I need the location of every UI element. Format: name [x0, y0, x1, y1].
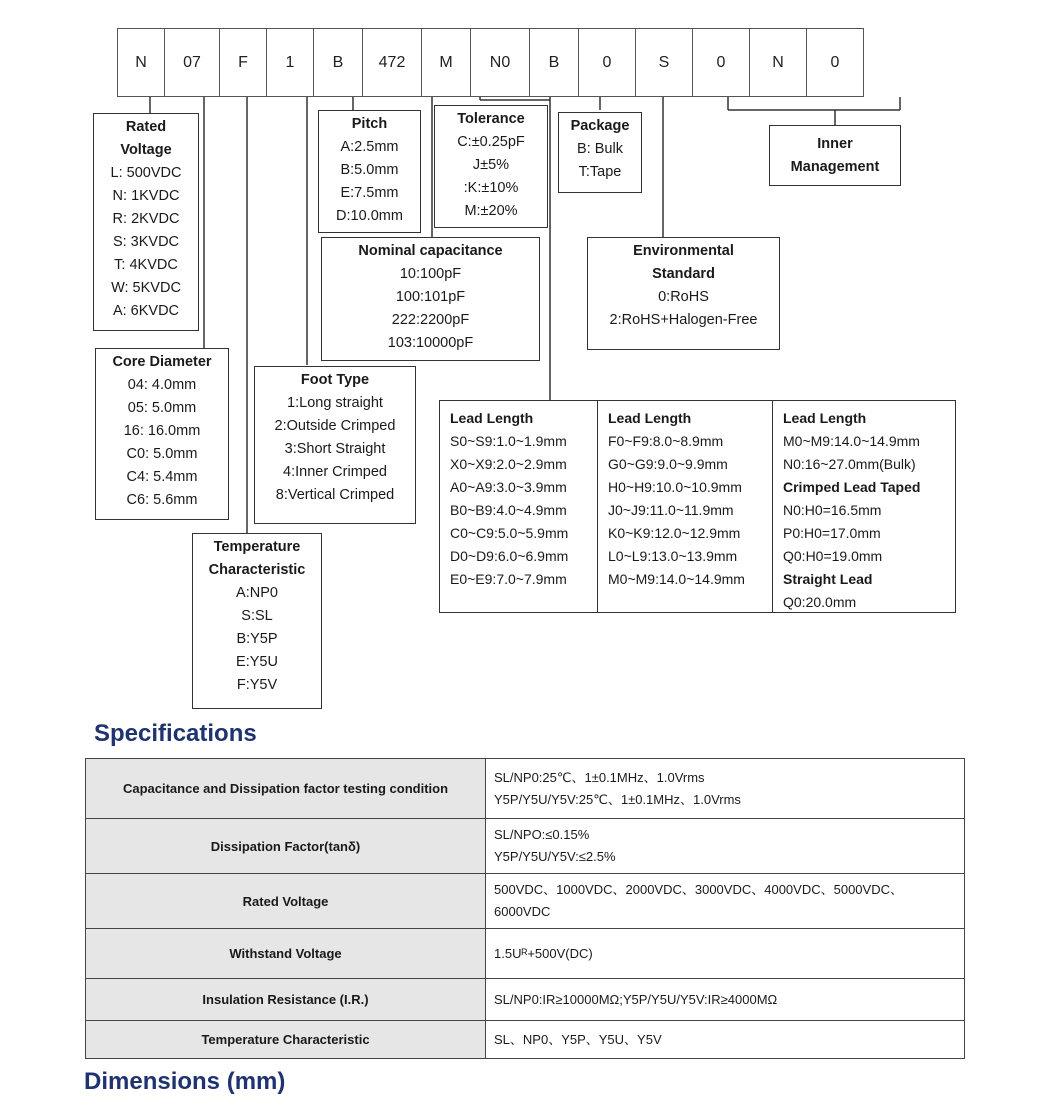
lead-length-item: H0~H9:10.0~10.9mm: [608, 479, 742, 495]
lead-length-col-2: [598, 401, 773, 612]
tolerance-title: Tolerance: [457, 111, 525, 127]
lead-length-table: [439, 400, 956, 613]
spec-label: Dissipation Factor(tanδ): [86, 819, 486, 874]
spec-value: [486, 759, 965, 819]
code-cell: M: [421, 28, 471, 97]
inner-management-title-line1: Inner: [817, 136, 853, 152]
spec-row: [86, 874, 965, 929]
spec-value-line: Y5P/Y5U/Y5V:≤2.5%: [494, 849, 616, 864]
crimped-lead-item: Q0:H0=19.0mm: [783, 548, 883, 564]
crimped-lead-item: P0:H0=17.0mm: [783, 525, 881, 541]
nominal-capacitance-item: 103:10000pF: [387, 335, 474, 351]
spec-row: [86, 759, 965, 819]
foot-type-item: 8:Vertical Crimped: [275, 487, 395, 503]
rated-voltage-item: T: 4KVDC: [114, 257, 178, 273]
package-item: T:Tape: [578, 164, 622, 180]
specifications-heading: Specifications: [94, 720, 257, 747]
lead-length-col-3: [773, 401, 955, 612]
pitch-item: E:7.5mm: [340, 185, 399, 201]
foot-type-item: 4:Inner Crimped: [283, 464, 387, 480]
foot-type-item: 2:Outside Crimped: [274, 418, 396, 434]
spec-label: Temperature Characteristic: [86, 1021, 486, 1059]
temperature-title-line2: Characteristic: [208, 562, 306, 578]
lead-length-item: B0~B9:4.0~4.9mm: [450, 502, 567, 518]
core-diameter-item: C0: 5.0mm: [126, 446, 198, 462]
rated-voltage-item: A: 6KVDC: [112, 303, 180, 319]
crimped-lead-taped-title: Crimped Lead Taped: [783, 479, 921, 495]
rated-voltage-item: W: 5KVDC: [111, 280, 181, 296]
specifications-table: [85, 758, 965, 1058]
environmental-title-line1: Environmental: [633, 243, 734, 259]
code-cell: 0: [806, 28, 864, 97]
straight-lead-item: Q0:20.0mm: [783, 594, 857, 610]
code-cell: N: [749, 28, 807, 97]
lead-length-item: N0:16~27.0mm(Bulk): [783, 456, 916, 472]
lead-length-item: F0~F9:8.0~8.9mm: [608, 433, 724, 449]
spec-value-line: 1.5Uᴿ+500V(DC): [494, 945, 593, 961]
rated-voltage-item: N: 1KVDC: [112, 188, 180, 204]
lead-length-col-2-title: Lead Length: [608, 410, 692, 426]
foot-type-title: Foot Type: [300, 372, 370, 388]
lead-length-col-1: [440, 401, 598, 612]
foot-type-box: [254, 366, 416, 524]
code-cell: N: [117, 28, 165, 97]
temperature-title-line1: Temperature: [213, 539, 301, 555]
rated-voltage-item: S: 3KVDC: [112, 234, 180, 250]
spec-value-line: 500VDC、1000VDC、2000VDC、3000VDC、4000VDC、5000VDC、: [494, 882, 903, 897]
temperature-item: A:NP0: [236, 585, 278, 601]
inner-management-title-line2: Management: [790, 159, 880, 175]
temperature-item: B:Y5P: [236, 631, 278, 647]
spec-label: Insulation Resistance (I.R.): [86, 979, 486, 1021]
pitch-item: B:5.0mm: [340, 162, 399, 178]
environmental-title-line2: Standard: [652, 266, 715, 282]
pitch-title: Pitch: [351, 116, 388, 132]
pitch-box: [318, 110, 421, 233]
code-cell: 1: [266, 28, 314, 97]
lead-length-item: L0~L9:13.0~13.9mm: [608, 548, 738, 564]
pitch-item: A:2.5mm: [340, 139, 399, 155]
package-item: B: Bulk: [577, 141, 623, 157]
lead-length-item: D0~D9:6.0~6.9mm: [450, 548, 569, 564]
spec-value-line: Y5P/Y5U/Y5V:25℃、1±0.1MHz、1.0Vrms: [494, 791, 741, 807]
tolerance-item: :K:±10%: [463, 180, 519, 196]
rated-voltage-title-line2: Voltage: [120, 142, 172, 158]
spec-label: Rated Voltage: [86, 874, 486, 929]
temperature-item: E:Y5U: [236, 654, 278, 670]
spec-value: [486, 874, 965, 929]
straight-lead-title: Straight Lead: [783, 571, 873, 587]
package-title: Package: [570, 118, 630, 134]
nominal-capacitance-item: 100:101pF: [395, 289, 466, 305]
code-cell: 472: [362, 28, 422, 97]
tolerance-item: M:±20%: [464, 203, 518, 219]
core-diameter-item: 05: 5.0mm: [127, 400, 197, 416]
code-cell: S: [635, 28, 693, 97]
core-diameter-item: C4: 5.4mm: [126, 469, 198, 485]
spec-row: [86, 979, 965, 1021]
environmental-item: 0:RoHS: [658, 289, 709, 305]
foot-type-item: 3:Short Straight: [284, 441, 386, 457]
foot-type-item: 1:Long straight: [287, 395, 383, 411]
code-cell: B: [529, 28, 579, 97]
code-cell: B: [313, 28, 363, 97]
code-cell: 0: [578, 28, 636, 97]
tolerance-item: J±5%: [472, 157, 510, 173]
code-cell: F: [219, 28, 267, 97]
core-diameter-box: [95, 348, 229, 520]
dimensions-heading: Dimensions (mm): [84, 1068, 286, 1095]
spec-value-line: SL/NPO:≤0.15%: [494, 827, 590, 842]
core-diameter-title: Core Diameter: [112, 354, 212, 370]
spec-value-line: SL/NP0:25℃、1±0.1MHz、1.0Vrms: [494, 769, 705, 785]
lead-length-item: A0~A9:3.0~3.9mm: [450, 479, 567, 495]
crimped-lead-item: N0:H0=16.5mm: [783, 502, 882, 518]
code-cell: N0: [470, 28, 530, 97]
spec-value-line: SL/NP0:IR≥10000MΩ;Y5P/Y5U/Y5V:IR≥4000MΩ: [494, 991, 778, 1007]
nominal-capacitance-title: Nominal capacitance: [358, 243, 503, 259]
spec-row: [86, 819, 965, 874]
environmental-item: 2:RoHS+Halogen-Free: [609, 312, 758, 328]
spec-label: Capacitance and Dissipation factor testing condition: [86, 759, 486, 819]
spec-value-line: SL、NP0、Y5P、Y5U、Y5V: [494, 1031, 662, 1047]
lead-length-item: M0~M9:14.0~14.9mm: [608, 571, 745, 587]
rated-voltage-box: [93, 113, 199, 331]
rated-voltage-title-line1: Rated: [125, 119, 167, 135]
nominal-capacitance-item: 10:100pF: [399, 266, 462, 282]
lead-length-item: K0~K9:12.0~12.9mm: [608, 525, 741, 541]
spec-value-line: 6000VDC: [494, 904, 551, 919]
core-diameter-item: 04: 4.0mm: [127, 377, 197, 393]
lead-length-col-1-title: Lead Length: [450, 410, 534, 426]
code-cell: 07: [164, 28, 220, 97]
rated-voltage-item: L: 500VDC: [110, 165, 182, 181]
tolerance-box: [434, 105, 548, 228]
spec-label: Withstand Voltage: [86, 929, 486, 979]
nominal-capacitance-item: 222:2200pF: [391, 312, 470, 328]
spec-value: [486, 979, 965, 1021]
lead-length-item: M0~M9:14.0~14.9mm: [783, 433, 920, 449]
temperature-item: S:SL: [241, 608, 273, 624]
lead-length-item: J0~J9:11.0~11.9mm: [608, 502, 734, 518]
tolerance-item: C:±0.25pF: [457, 134, 525, 150]
code-cell: 0: [692, 28, 750, 97]
lead-length-item: C0~C9:5.0~5.9mm: [450, 525, 569, 541]
environmental-standard-box: [587, 237, 780, 350]
spec-value: [486, 1021, 965, 1059]
rated-voltage-item: R: 2KVDC: [112, 211, 180, 227]
spec-row: [86, 1021, 965, 1059]
lead-length-item: S0~S9:1.0~1.9mm: [450, 433, 567, 449]
core-diameter-item: C6: 5.6mm: [126, 492, 198, 508]
core-diameter-item: 16: 16.0mm: [123, 423, 201, 439]
pitch-item: D:10.0mm: [336, 208, 403, 224]
lead-length-item: G0~G9:9.0~9.9mm: [608, 456, 728, 472]
package-box: [558, 112, 642, 193]
lead-length-col-3-title: Lead Length: [783, 410, 867, 426]
lead-length-item: X0~X9:2.0~2.9mm: [450, 456, 567, 472]
lead-length-item: E0~E9:7.0~7.9mm: [450, 571, 567, 587]
temperature-characteristic-box: [192, 533, 322, 709]
temperature-item: F:Y5V: [236, 677, 278, 693]
spec-value: [486, 819, 965, 874]
nominal-capacitance-box: [321, 237, 540, 361]
inner-management-box: [769, 125, 901, 186]
spec-value: [486, 929, 965, 979]
spec-row: [86, 929, 965, 979]
